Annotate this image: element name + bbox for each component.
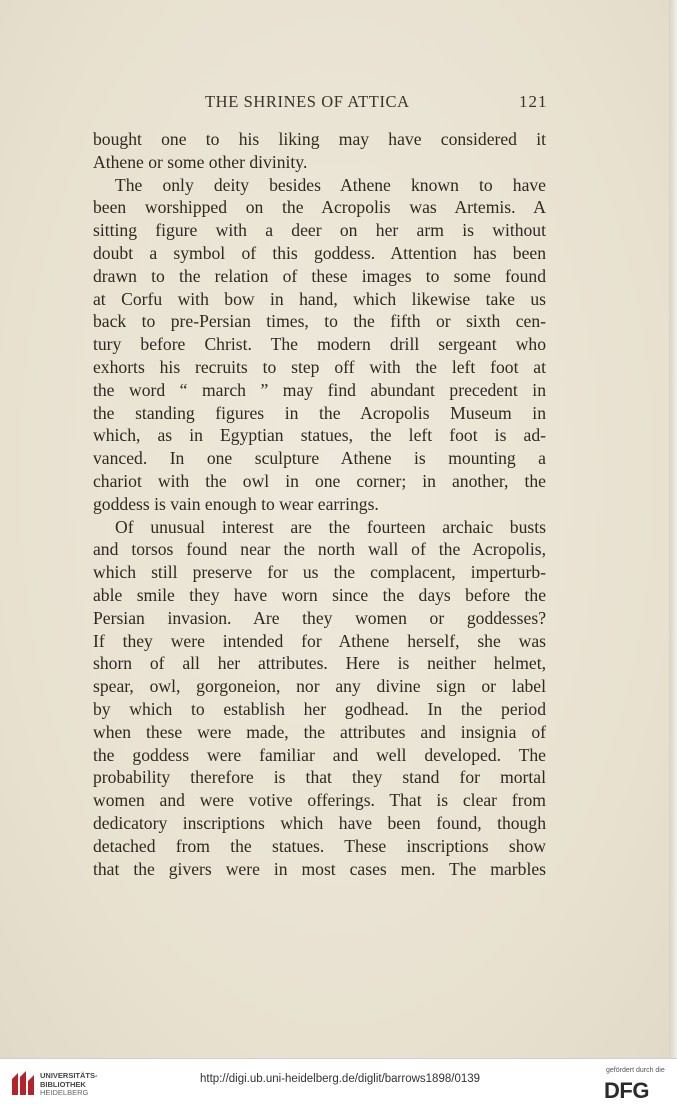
text-line: tury before Christ. The modern drill sergeant who xyxy=(93,334,546,355)
text-line: vanced. In one sculpture Athene is mounting a xyxy=(93,448,546,469)
text-line: been worshipped on the Acropolis was Artemis. A xyxy=(93,197,546,218)
text-line: chariot with the owl in one corner; in another, the xyxy=(93,470,546,491)
footer-bar xyxy=(0,1058,677,1109)
text-line: sitting figure with a deer on her arm is without xyxy=(93,220,546,241)
text-line: Persian invasion. Are they women or goddesses? xyxy=(93,607,546,628)
library-name-line2: BIBLIOTHEK xyxy=(40,1079,86,1089)
text-line: bought one to his liking may have considered it xyxy=(93,129,546,149)
body-text xyxy=(93,128,546,880)
text-line: and torsos found near the north wall of the Acropolis, xyxy=(93,539,546,560)
page-edge xyxy=(669,0,677,1058)
funding-caption: gefördert durch die xyxy=(606,1067,665,1074)
text-line: spear, owl, gorgoneion, nor any divine sign or label xyxy=(93,676,546,697)
text-line: probability therefore is that they stand for mortal xyxy=(93,767,546,788)
library-name xyxy=(40,1072,98,1098)
text-line: detached from the statues. These inscriptions show xyxy=(93,835,546,856)
text-line: able smile they have worn since the days before the xyxy=(93,584,546,605)
dfg-logo[interactable]: DFG xyxy=(604,1078,649,1103)
text-line: which, as in Egyptian statues, the left foot is ad- xyxy=(93,425,546,446)
text-line: by which to establish her godhead. In the period xyxy=(93,698,546,719)
text-line: goddess is vain enough to wear earrings. xyxy=(93,493,379,514)
text-line: drawn to the relation of these images to some found xyxy=(93,265,546,286)
text-line: exhorts his recruits to step off with the left foot at xyxy=(93,356,546,377)
text-line: shorn of all her attributes. Here is neither helmet, xyxy=(93,653,546,674)
library-name-line3: HEIDELBERG xyxy=(40,1088,89,1097)
library-name-line1: UNIVERSITÄTS- xyxy=(40,1071,98,1080)
text-line: at Corfu with bow in hand, which likewise take us xyxy=(93,288,546,309)
text-line: the word “ march ” may find abundant precedent in xyxy=(93,379,546,400)
text-line: The only deity besides Athene known to have xyxy=(115,174,546,195)
text-line: the standing figures in the Acropolis Museum in xyxy=(93,402,546,423)
running-head-title: THE SHRINES OF ATTICA xyxy=(205,92,410,111)
text-line: which still preserve for us the complacent, imperturb- xyxy=(93,562,546,583)
text-line: If they were intended for Athene herself, she was xyxy=(93,630,546,651)
text-line: when these were made, the attributes and insignia of xyxy=(93,721,546,742)
text-line: Athene or some other divinity. xyxy=(93,151,308,172)
text-line: that the givers were in most cases men. The marbles xyxy=(93,858,546,879)
text-line: the goddess were familiar and well developed. The xyxy=(93,744,546,765)
text-line: Of unusual interest are the fourteen archaic busts xyxy=(115,516,546,537)
text-line: back to pre-Persian times, to the fifth or sixth cen- xyxy=(93,311,546,332)
page-number: 121 xyxy=(519,92,548,111)
text-line: doubt a symbol of this goddess. Attention has been xyxy=(93,242,546,263)
permalink-url[interactable]: http://digi.ub.uni-heidelberg.de/diglit/barrows1898/0139 xyxy=(200,1073,481,1085)
text-line: dedicatory inscriptions which have been found, though xyxy=(93,812,546,833)
running-head xyxy=(0,92,677,118)
text-line: women and were votive offerings. That is clear from xyxy=(93,790,546,811)
university-library-logo-icon[interactable] xyxy=(8,1069,38,1099)
